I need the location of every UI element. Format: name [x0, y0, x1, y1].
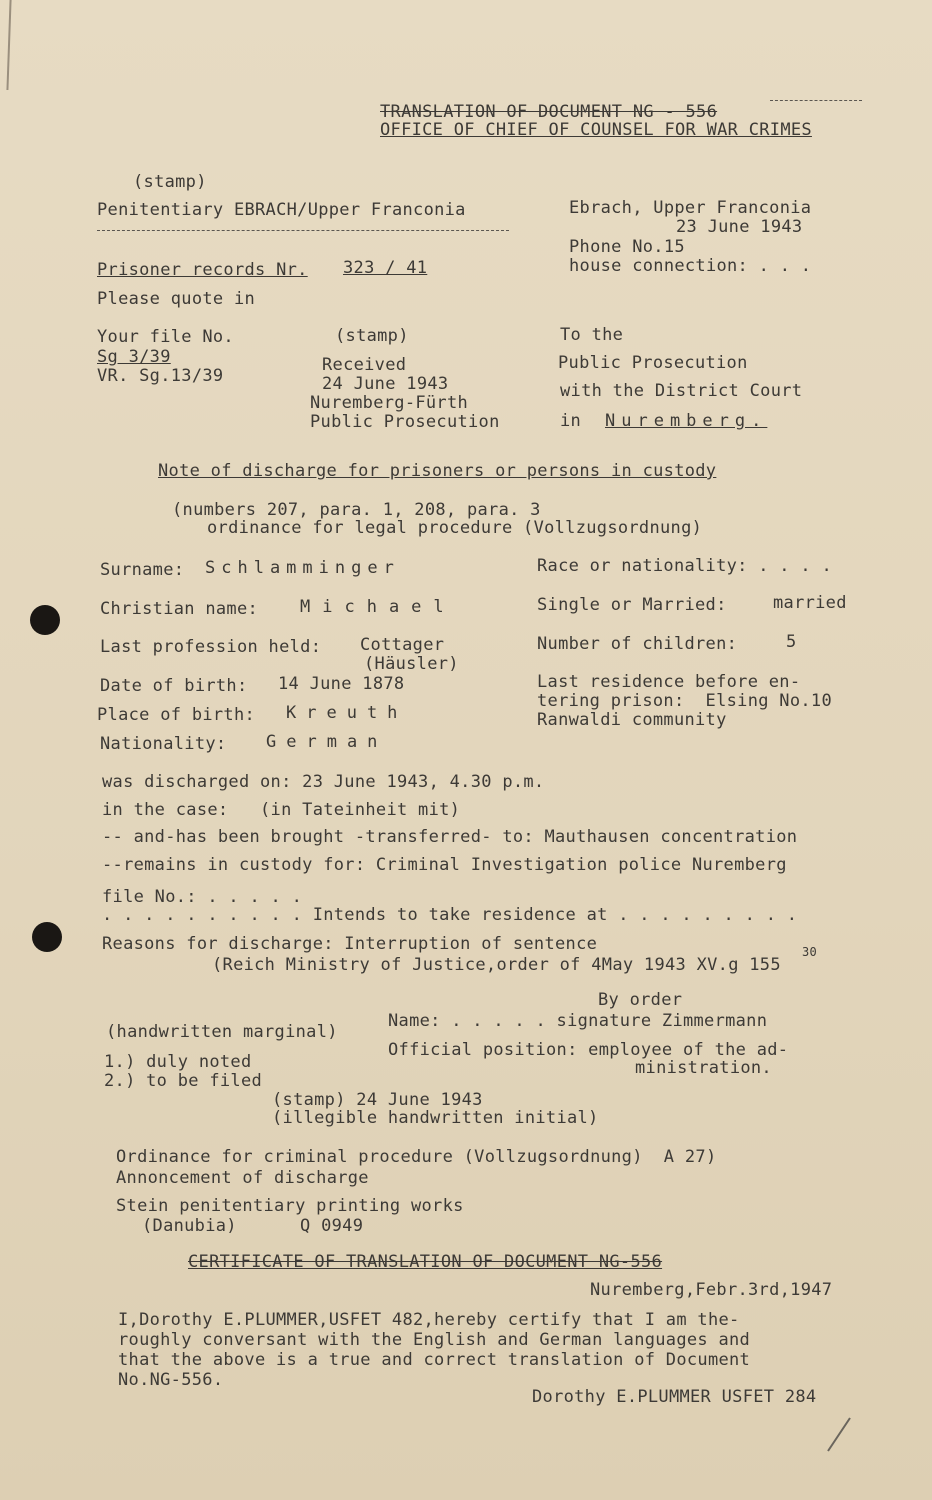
note-duly-noted: 1.) duly noted	[104, 1052, 252, 1072]
file-number-1: Sg 3/39	[97, 347, 171, 367]
christian-name-value: Michael	[300, 597, 456, 617]
letter-date: 23 June 1943	[676, 217, 803, 237]
by-order: By order	[598, 990, 683, 1010]
addressee-line-1: To the	[560, 325, 624, 345]
punch-hole-bottom	[32, 922, 62, 952]
stamp-label: (stamp)	[133, 172, 207, 192]
discharged-on: was discharged on: 23 June 1943, 4.30 p.m.	[102, 772, 545, 792]
document-title: Note of discharge for prisoners or persons in custody	[158, 461, 717, 481]
children-value: 5	[786, 632, 797, 652]
house-connection: house connection: . . .	[569, 256, 812, 276]
official-position-2: ministration.	[635, 1058, 772, 1078]
christian-name-label: Christian name:	[100, 599, 259, 619]
profession-label: Last profession held:	[100, 637, 322, 657]
surname-value: Schlamminger	[205, 558, 400, 578]
letter-place: Ebrach, Upper Franconia	[569, 198, 812, 218]
subtitle-line-2: ordinance for legal procedure (Vollzugsordnung)	[207, 518, 703, 538]
announcement-line: Annoncement of discharge	[116, 1168, 369, 1188]
danubia-line: (Danubia) Q 0949	[142, 1216, 364, 1236]
file-number-2: VR. Sg.13/39	[97, 366, 224, 386]
residence-intent: . . . . . . . . . . Intends to take residence at . . . . . . . . .	[102, 905, 798, 925]
dob-value: 14 June 1878	[278, 674, 405, 694]
addressee-line-3: with the District Court	[560, 381, 803, 401]
reich-ministry-order: (Reich Ministry of Justice,order of 4May 1943 XV.g 155	[212, 955, 781, 975]
profession-german: (Häusler)	[364, 654, 459, 674]
pen-stroke-mark	[820, 1415, 860, 1455]
file-label: Your file No.	[97, 327, 234, 347]
certificate-line-1: I,Dorothy E.PLUMMER,USFET 482,hereby certify that I am the-	[118, 1310, 740, 1330]
subtitle-line-1: (numbers 207, para. 1, 208, para. 3	[172, 500, 541, 520]
illegible-initial: (illegible handwritten initial)	[272, 1108, 599, 1128]
received-line-4: Public Prosecution	[310, 412, 500, 432]
received-line-1: Received	[322, 355, 407, 375]
marital-label: Single or Married:	[537, 595, 727, 615]
order-superscript: 30	[802, 945, 818, 959]
records-number: 323 / 41	[343, 258, 428, 278]
in-the-case: in the case: (in Tateinheit mit)	[102, 800, 461, 820]
surname-label: Surname:	[100, 560, 185, 580]
certificate-line-3: that the above is a true and correct translation of Document	[118, 1350, 751, 1370]
paper-edge-mark	[6, 0, 11, 90]
transferred-to: -- and-has been brought -transferred- to: Mauthausen concentration	[102, 827, 798, 847]
addressee-city: Nuremberg.	[605, 411, 768, 431]
header-rule	[770, 100, 862, 101]
received-line-2: 24 June 1943	[322, 374, 449, 394]
reasons-for-discharge: Reasons for discharge: Interruption of sentence	[102, 934, 598, 954]
name-signature: Name: . . . . . signature Zimmermann	[388, 1011, 768, 1031]
profession-value: Cottager	[360, 635, 445, 655]
header-line-2: OFFICE OF CHIEF OF COUNSEL FOR WAR CRIMES	[380, 120, 812, 140]
official-position: Official position: employee of the ad-	[388, 1040, 789, 1060]
please-quote: Please quote in	[97, 289, 256, 309]
punch-hole-top	[30, 605, 60, 635]
race-label: Race or nationality: . . . .	[537, 556, 832, 576]
marital-value: married	[773, 593, 847, 613]
certificate-title: CERTIFICATE OF TRANSLATION OF DOCUMENT NG-556	[188, 1252, 663, 1272]
residence-line-2: tering prison: Elsing No.10	[537, 691, 832, 711]
remains-in-custody: --remains in custody for: Criminal Investigation police Nuremberg	[102, 855, 787, 875]
file-no-line: file No.: . . . . .	[102, 887, 303, 907]
addressee-line-2: Public Prosecution	[558, 353, 748, 373]
institution: Penitentiary EBRACH/Upper Franconia	[97, 200, 466, 220]
note-to-be-filed: 2.) to be filed	[104, 1071, 263, 1091]
header-line-1: TRANSLATION OF DOCUMENT NG - 556	[380, 102, 718, 122]
handwritten-marginal: (handwritten marginal)	[106, 1022, 338, 1042]
children-label: Number of children:	[537, 634, 738, 654]
certificate-line-4: No.NG-556.	[118, 1370, 224, 1390]
certificate-line-2: roughly conversant with the English and German languages and	[118, 1330, 751, 1350]
records-label: Prisoner records Nr.	[97, 260, 308, 280]
pob-value: Kreuth	[286, 703, 408, 723]
dob-label: Date of birth:	[100, 676, 248, 696]
ordinance-line: Ordinance for criminal procedure (Vollzugsordnung) A 27)	[116, 1147, 717, 1167]
stamp-date: (stamp) 24 June 1943	[272, 1090, 483, 1110]
nationality-label: Nationality:	[100, 734, 227, 754]
received-stamp-label: (stamp)	[335, 326, 409, 346]
certificate-signature: Dorothy E.PLUMMER USFET 284	[532, 1387, 817, 1407]
residence-line-1: Last residence before en-	[537, 672, 801, 692]
addressee-in: in	[560, 411, 582, 431]
pob-label: Place of birth:	[97, 705, 256, 725]
nationality-value: German	[266, 732, 388, 752]
certificate-place-date: Nuremberg,Febr.3rd,1947	[590, 1280, 833, 1300]
phone: Phone No.15	[569, 237, 685, 257]
printing-works: Stein penitentiary printing works	[116, 1196, 464, 1216]
received-line-3: Nuremberg-Fürth	[310, 393, 469, 413]
institution-rule	[97, 230, 509, 231]
residence-line-3: Ranwaldi community	[537, 710, 727, 730]
